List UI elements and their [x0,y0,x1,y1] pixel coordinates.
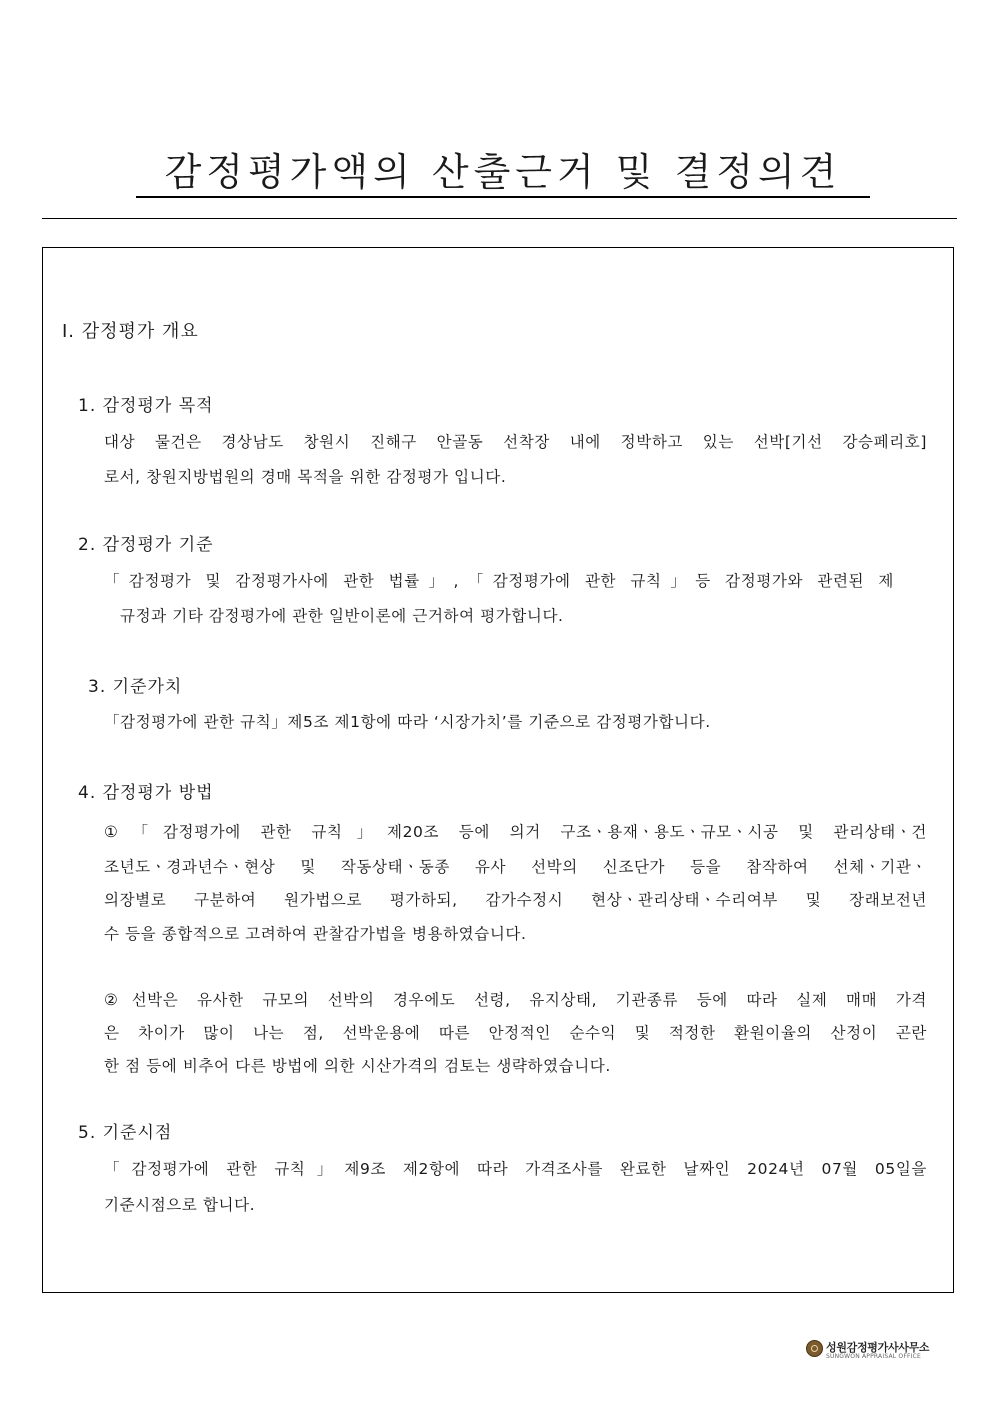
subsection-heading-base-date: 5. 기준시점 [78,1123,173,1143]
logo-korean-name: 성원감정평가사사무소 [826,1341,930,1354]
purpose-line: 대상 물건은 경상남도 창원시 진해구 안골동 선착장 내에 정박하고 있는 선박[기선 강승페리호] [104,433,927,451]
subsection-heading-method: 4. 감정평가 방법 [78,783,214,803]
method-paragraph-1-line: ①「감정평가에 관한 규칙」제20조 등에 의거 구조ㆍ용재ㆍ용도ㆍ규모ㆍ시공 및 관리상태ㆍ건 [104,823,927,841]
office-logo [806,1339,930,1363]
method-paragraph-2-line: 한 점 등에 비추어 다른 방법에 의한 시산가격의 검토는 생략하였습니다. [104,1057,611,1075]
purpose-line: 로서, 창원지방법원의 경매 목적을 위한 감정평가 입니다. [104,468,507,486]
header-divider [42,218,957,219]
standard-line: 「감정평가 및 감정평가사에 관한 법률」,「감정평가에 관한 규칙」등 감정평가와 관련된 제 [104,572,894,590]
logo-english-name: SUNGWON APPRAISAL OFFICE [826,1353,921,1360]
method-paragraph-1-line: 의장별로 구분하여 원가법으로 평가하되, 감가수정시 현상ㆍ관리상태ㆍ수리여부 및 장래보전년 [104,891,927,909]
method-paragraph-2-line: ②선박은 유사한 규모의 선박의 경우에도 선령, 유지상태, 기관종류 등에 따라 실제 매매 가격 [104,991,927,1009]
method-paragraph-2-line: 은 차이가 많이 나는 점, 선박운용에 따른 안정적인 순수익 및 적정한 환원이율의 산정이 곤란 [104,1024,927,1042]
method-paragraph-1-line: 수 등을 종합적으로 고려하여 관찰감가법을 병용하였습니다. [104,925,527,943]
value-basis-line: 「감정평가에 관한 규칙」제5조 제1항에 따라 ‘시장가치’를 기준으로 감정평가합니다. [104,713,711,731]
subsection-heading-value-basis: 3. 기준가치 [88,677,183,697]
base-date-line: 「감정평가에 관한 규칙」제9조 제2항에 따라 가격조사를 완료한 날짜인 2024년 07월 05일을 [104,1160,927,1178]
document-title: 감정평가액의 산출근거 및 결정의견 [136,150,870,198]
subsection-heading-standard: 2. 감정평가 기준 [78,535,214,555]
standard-line: 규정과 기타 감정평가에 관한 일반이론에 근거하여 평가합니다. [120,607,564,625]
base-date-line: 기준시점으로 합니다. [104,1196,256,1214]
section-heading-overview: Ⅰ. 감정평가 개요 [62,321,199,342]
subsection-heading-purpose: 1. 감정평가 목적 [78,396,214,416]
seal-icon [806,1340,823,1357]
method-paragraph-1-line: 조년도ㆍ경과년수ㆍ현상 및 작동상태ㆍ동종 유사 선박의 신조단가 등을 참작하여 선체ㆍ기관ㆍ [104,858,927,876]
